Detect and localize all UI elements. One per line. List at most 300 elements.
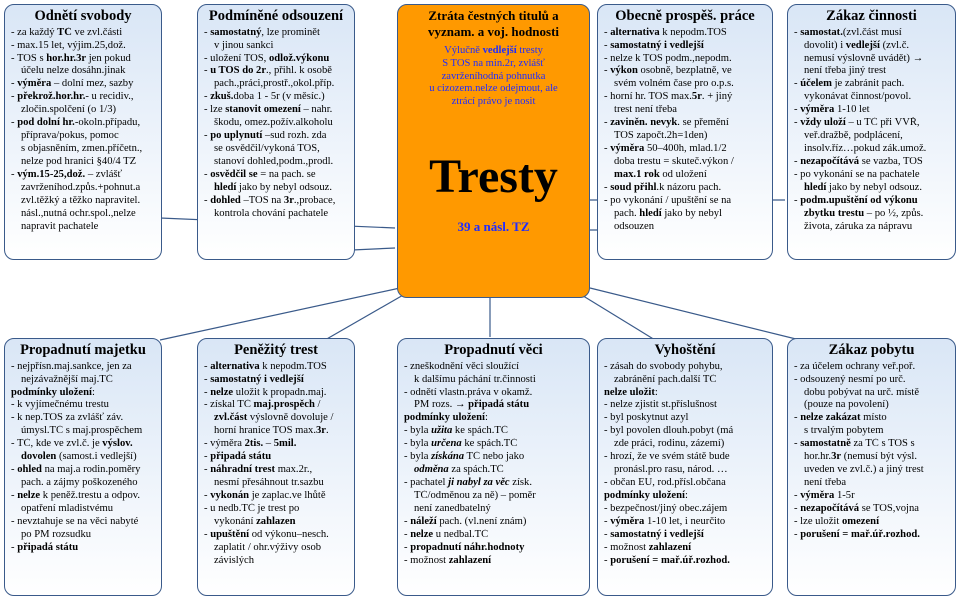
box-line — [404, 361, 583, 374]
text-segment: - bezpečnost/jiný obec.zájem — [604, 502, 728, 514]
text-segment: .,probace, — [293, 194, 336, 206]
text-segment: příprava/pokus, pomoc — [21, 130, 119, 142]
box-line — [794, 195, 949, 208]
text-segment: zavrženíhod.způs.+pohnut.a — [21, 181, 141, 193]
box-line — [204, 490, 348, 503]
box-line — [204, 53, 348, 66]
box-title: Propadnutí majetku — [20, 342, 146, 358]
box-line — [604, 529, 766, 542]
box-line — [11, 78, 155, 91]
text-segment: od uložení — [659, 168, 707, 180]
box-line — [404, 516, 583, 529]
box-line — [604, 195, 766, 208]
box-line — [11, 438, 155, 451]
text-segment: odsouzen — [614, 220, 655, 232]
box-line — [404, 412, 583, 425]
text-segment: nejzávažnější maj.TČ — [21, 373, 113, 385]
text-segment: výměra — [610, 515, 645, 527]
text-segment: - — [604, 117, 611, 129]
box-line — [11, 104, 155, 117]
text-segment: - — [204, 373, 211, 385]
text-segment: kontrola chování pachatele — [214, 207, 329, 219]
box-line — [204, 104, 348, 117]
text-segment: zločin.spolčení (o 1/3) — [21, 104, 117, 116]
text-segment: - — [204, 168, 211, 180]
text-segment: života, záruka za nápravu — [804, 220, 913, 232]
box-line — [794, 438, 949, 451]
box-line — [404, 438, 583, 451]
text-segment: - — [794, 78, 801, 90]
text-segment: - k vyjímečnému trestu — [11, 399, 109, 411]
box-line — [604, 464, 766, 477]
box-title: Zákaz činnosti — [826, 8, 917, 24]
box-line — [204, 195, 348, 208]
box-line — [404, 542, 583, 555]
box-line — [604, 208, 766, 221]
box-line — [404, 464, 583, 477]
text-segment: ., přihl. k osobě — [266, 65, 332, 77]
text-segment: nelze zakázat — [800, 412, 861, 424]
box-line — [11, 387, 155, 400]
text-segment: zde práci, rodinu, zázemí) — [614, 438, 725, 450]
text-segment: - byla — [404, 451, 432, 463]
text-segment: TČ nebo jako — [464, 451, 525, 463]
text-segment: – — [263, 438, 274, 450]
box-line — [11, 412, 155, 425]
box-line — [604, 40, 766, 53]
box-line — [794, 221, 949, 234]
box-line — [11, 361, 155, 374]
box-line — [204, 130, 348, 143]
text-segment: nezapočítává — [800, 502, 860, 514]
text-segment: - výměra — [204, 438, 245, 450]
text-segment: místo — [860, 412, 887, 424]
text-segment: vedlejší — [845, 39, 880, 51]
text-segment: - možnost — [404, 554, 449, 566]
text-segment: - uložení TOS, — [204, 52, 269, 64]
text-segment: : — [684, 489, 688, 501]
box-line — [404, 477, 583, 490]
text-segment: dovolit) i — [804, 39, 846, 51]
text-segment: v jinou sankci — [214, 39, 274, 51]
text-segment: podmínky uložení — [604, 489, 685, 501]
box-line — [604, 91, 766, 104]
box-line — [204, 399, 348, 412]
text-segment: uveden ve zvl.č.) a jiný trest — [804, 464, 924, 476]
box-line — [11, 516, 155, 529]
box-line — [204, 451, 348, 464]
box-title: Obecně prospěš. práce — [615, 8, 755, 24]
text-segment: u nedbal.TČ — [433, 528, 489, 540]
text-segment: .k názoru pach. — [656, 181, 722, 193]
text-segment: tresty — [516, 45, 543, 57]
box-line — [604, 412, 766, 425]
text-segment: připadá státu — [210, 451, 272, 463]
text-segment: není třeba — [804, 476, 847, 488]
text-segment: - — [794, 528, 801, 540]
text-segment: hor.hr.3r — [46, 52, 87, 64]
text-segment: - byla — [404, 425, 432, 437]
text-segment: - byl poskytnut azyl — [604, 412, 689, 424]
text-segment: zahlazení — [448, 554, 492, 566]
box-line — [204, 143, 348, 156]
text-segment: odměna — [414, 464, 449, 476]
text-segment: nelze — [410, 528, 434, 540]
text-segment: 5r — [691, 91, 702, 103]
text-segment: – dolní mez, sazby — [51, 78, 134, 90]
text-segment: ve zvl.části — [71, 26, 123, 38]
text-segment: ke spách.TČ — [461, 438, 518, 450]
text-segment: - — [794, 438, 801, 450]
text-segment: škodu, omez.požív.alkoholu — [214, 117, 333, 129]
text-segment: ohled — [17, 464, 42, 476]
box-line — [604, 477, 766, 490]
box-line — [404, 555, 583, 568]
text-segment: (pouze na povolení) — [804, 399, 889, 411]
text-segment: – zvlášť — [85, 168, 123, 180]
text-segment: výměra — [610, 142, 645, 154]
text-segment: - — [204, 451, 211, 463]
text-segment: - — [404, 515, 411, 527]
box-line — [204, 464, 348, 477]
text-segment: - — [11, 489, 18, 501]
box-line — [404, 425, 583, 438]
text-segment: 3r — [283, 194, 294, 206]
text-segment: násl.,nutná ochr.spol.,nelze — [21, 207, 136, 219]
text-segment: výkon — [610, 65, 638, 77]
text-segment: výměra — [17, 78, 52, 90]
box-line — [11, 477, 155, 490]
text-segment: - — [794, 412, 801, 424]
box-line — [404, 529, 583, 542]
text-segment: pach. (vl.není znám) — [436, 515, 527, 527]
box-line — [604, 27, 766, 40]
text-segment: - — [204, 91, 211, 103]
text-segment: - — [11, 91, 18, 103]
box-line — [604, 182, 766, 195]
text-segment: výslov. — [102, 438, 133, 450]
box-propadnuti-majetku — [4, 338, 162, 596]
box-line — [794, 412, 949, 425]
text-segment: hledí — [214, 181, 237, 193]
text-segment: - občan EU, rod.přísl.občana — [604, 476, 726, 488]
box-line — [794, 503, 949, 516]
text-segment: - TČ, kde ve zvl.č. je — [11, 438, 103, 450]
text-segment: ke spách.TČ — [452, 425, 508, 437]
text-segment: - — [204, 386, 211, 398]
box-line — [11, 451, 155, 464]
box-line — [604, 104, 766, 117]
text-segment: – nahr. — [300, 104, 333, 116]
text-segment: Výlučně — [444, 45, 483, 57]
center-body-line — [404, 96, 583, 109]
text-segment: závislých — [214, 554, 255, 566]
text-segment: s trvalým pobytem — [804, 425, 884, 437]
text-segment: 1-5r — [834, 489, 855, 501]
text-segment: - — [204, 26, 211, 38]
text-segment: - — [11, 464, 18, 476]
text-segment: osvědčil se — [210, 168, 258, 180]
box-line — [604, 399, 766, 412]
text-segment: svém volném čase pro o.p.s. — [614, 78, 734, 90]
text-segment: určena — [431, 438, 462, 450]
text-segment: zaviněn. nevyk — [610, 117, 678, 129]
center-title-line: vyznam. a voj. hodnosti — [427, 23, 560, 39]
box-line — [11, 40, 155, 53]
box-line — [204, 387, 348, 400]
center-body-line — [404, 58, 583, 71]
box-line — [794, 117, 949, 130]
box-title: Odnětí svobody — [34, 8, 132, 24]
box-line — [604, 490, 766, 503]
text-segment: připadá státu — [17, 541, 79, 553]
box-line — [604, 169, 766, 182]
text-segment: nelze pod hranici §40/4 TZ — [21, 155, 137, 167]
text-segment: není třeba jiný trest — [804, 65, 887, 77]
text-segment: doba 1 - 5r (v měsíc.) — [233, 91, 325, 103]
box-line — [794, 53, 949, 66]
box-line — [794, 104, 949, 117]
box-line — [204, 65, 348, 78]
text-segment: výslovně dovoluje / — [247, 412, 334, 424]
text-segment: účelem — [800, 78, 832, 90]
main-title: Tresty — [429, 149, 558, 203]
text-segment: nelze uložit — [604, 386, 655, 398]
text-segment: náhradní trest — [210, 464, 276, 476]
text-segment: náleží — [410, 515, 437, 527]
text-segment: samostat. — [800, 26, 843, 38]
text-segment: - — [604, 26, 611, 38]
box-line — [11, 169, 155, 182]
text-segment: / — [314, 399, 321, 411]
text-segment: jako by nebyl odsouz. — [826, 181, 922, 193]
text-segment: - nelze k TOS podm.,nepodm. — [604, 52, 732, 64]
box-line — [794, 516, 949, 529]
text-segment: za TČ s TOS s — [850, 438, 915, 450]
text-segment: vým.15-25,dož. — [17, 168, 86, 180]
text-segment: - za účelem ochrany veř.poř. — [794, 360, 916, 372]
box-line — [604, 130, 766, 143]
text-segment: vedlejší — [482, 45, 517, 57]
text-segment: uložit k propadn.maj. — [233, 386, 327, 398]
box-line — [11, 529, 155, 542]
text-segment: S TOS na min.2r, zvlášť — [442, 57, 545, 69]
text-segment: vykonán — [210, 489, 250, 501]
box-line — [204, 208, 348, 221]
box-line — [404, 387, 583, 400]
text-segment: překrož.hor.hr. — [17, 91, 86, 103]
text-segment: zavrženíhodná pohnutka — [441, 70, 546, 82]
text-segment: (samost.i vedlejší) — [56, 451, 137, 463]
text-segment: - TOS s — [11, 52, 47, 64]
box-line — [794, 169, 949, 182]
box-line — [204, 425, 348, 438]
text-segment: - — [204, 489, 211, 501]
box-line — [794, 156, 949, 169]
box-line — [204, 477, 348, 490]
box-line — [604, 451, 766, 464]
text-segment: - max.15 let, výjim.25,dož. — [11, 39, 126, 51]
text-segment: alternativa — [610, 26, 660, 38]
text-segment: - u recidiv., — [85, 91, 134, 103]
text-segment: užita — [431, 425, 453, 437]
text-segment: ji nabyl za věc — [448, 476, 510, 488]
text-segment: - — [604, 515, 611, 527]
box-line — [11, 221, 155, 234]
text-segment: - nevztahuje se na věci nabyté — [11, 515, 139, 527]
text-segment: - k nep.TOS za zvlášť záv. — [11, 412, 124, 424]
text-segment: vždy uloží — [800, 117, 846, 129]
text-segment: - — [11, 541, 18, 553]
text-segment: porušení = mař.úř.rozhod. — [610, 554, 730, 566]
box-line — [204, 361, 348, 374]
connector-line — [352, 248, 395, 250]
box-line — [204, 438, 348, 451]
text-segment: samostatný i vedlejší — [610, 528, 704, 540]
text-segment: úmysl.TČ s maj.prospěchem — [21, 425, 143, 437]
text-segment: 5mil. — [273, 438, 297, 450]
text-segment: trest není třeba — [614, 104, 677, 116]
box-line — [794, 490, 949, 503]
text-segment: pach. — [614, 207, 640, 219]
box-line — [794, 130, 949, 143]
text-segment: maj.prospěch — [253, 399, 315, 411]
text-segment: samostatný — [210, 26, 262, 38]
box-line — [604, 117, 766, 130]
text-segment: pod dolní hr. — [17, 117, 75, 129]
box-line — [604, 65, 766, 78]
text-segment: - — [604, 554, 611, 566]
box-line — [604, 78, 766, 91]
text-segment: porušení = mař.úř.rozhod. — [800, 528, 920, 540]
box-line — [11, 208, 155, 221]
text-segment: zaplatit / ohr.výživy osob — [214, 541, 322, 553]
text-segment: – u TČ při VVŘ, — [845, 117, 920, 129]
text-segment: - — [404, 541, 411, 553]
box-line — [204, 412, 348, 425]
box-line — [204, 516, 348, 529]
box-line — [604, 221, 766, 234]
text-segment: podmínky uložení — [11, 386, 92, 398]
text-segment: (nemusí být výsl. — [841, 451, 917, 463]
text-segment: - — [604, 39, 611, 51]
text-segment: ztrácí právo je nosit — [451, 96, 536, 107]
text-segment: . — [326, 425, 329, 437]
text-segment: nelze — [210, 386, 234, 398]
text-segment: - nejpřísn.maj.sankce, jen za — [11, 360, 132, 372]
text-segment: - — [11, 168, 18, 180]
text-segment: zahlazen — [256, 515, 296, 527]
text-segment: - — [204, 464, 211, 476]
box-line — [794, 182, 949, 195]
box-zakaz-pobytu — [787, 338, 956, 596]
text-segment: po uplynutí — [210, 130, 263, 142]
text-segment: k peněž.trestu a odpov. — [40, 489, 141, 501]
text-segment: pach. a zájmy poškozeného — [21, 476, 138, 488]
box-line — [404, 490, 583, 503]
text-segment: podm.upuštění od výkonu — [800, 194, 918, 206]
text-segment: . se přemění — [677, 117, 729, 129]
box-line — [794, 208, 949, 221]
text-segment: nelze — [17, 489, 41, 501]
text-segment: hor.hr. — [804, 451, 832, 463]
text-segment: - možnost — [604, 541, 649, 553]
text-segment: insolv.říz…pokud zák.umož. — [804, 142, 927, 154]
box-line — [204, 117, 348, 130]
text-segment: 3r — [316, 425, 326, 437]
text-segment: u TOS do 2r — [210, 65, 267, 77]
text-segment: : — [91, 386, 95, 398]
box-line — [204, 27, 348, 40]
text-segment: k nepodm.TOS — [659, 26, 727, 38]
text-segment: hledí — [804, 181, 827, 193]
box-line — [794, 65, 949, 78]
box-line — [604, 156, 766, 169]
text-segment: - po vykonání / upuštění se na — [604, 194, 732, 206]
text-segment: - — [11, 78, 18, 90]
text-segment: - — [794, 194, 801, 206]
text-segment: jen pokud — [86, 52, 131, 64]
center-body-line — [404, 83, 583, 96]
box-line — [11, 117, 155, 130]
text-segment: , lze prominět — [261, 26, 320, 38]
text-segment: 2tis. — [244, 438, 264, 450]
text-segment: vykonávat činnost/povol. — [804, 91, 912, 103]
text-segment: hledí — [639, 207, 662, 219]
text-segment: horní hranice TOS max. — [214, 425, 316, 437]
box-line — [604, 555, 766, 568]
text-segment: - — [404, 528, 411, 540]
text-segment: výměra — [800, 104, 835, 116]
box-line — [11, 195, 155, 208]
text-segment: zvl.těžký a těžko napravitel. — [21, 194, 141, 206]
text-segment: - — [794, 502, 801, 514]
box-title: Podmíněné odsouzení — [208, 8, 344, 24]
text-segment: - lze — [204, 104, 226, 116]
text-segment: - — [604, 142, 611, 154]
text-segment: - — [794, 489, 801, 501]
text-segment: s objasněním, zmen.příčetn., — [21, 142, 143, 154]
text-segment: účelu nelze dosáhn.jinak — [21, 65, 126, 77]
text-segment: –TOS na — [240, 194, 284, 206]
text-segment: nemusí výslovně uvádět) → — [804, 52, 924, 64]
text-segment: se TOS,vojna — [859, 502, 919, 514]
text-segment: - pachatel — [404, 476, 449, 488]
box-line — [11, 490, 155, 503]
box-propadnuti-veci — [397, 338, 590, 596]
text-segment: - — [204, 130, 211, 142]
box-line — [404, 451, 583, 464]
text-segment: dovolen — [21, 451, 57, 463]
text-segment: - hrozí, že ve svém státě bude — [604, 451, 730, 463]
text-segment: - po vykonání se na pachatele — [794, 168, 920, 180]
text-segment: - zneškodnění věci sloužící — [404, 360, 520, 372]
text-segment: - — [794, 155, 801, 167]
box-line — [794, 143, 949, 156]
text-segment: - — [11, 117, 18, 129]
box-line — [604, 516, 766, 529]
text-segment: opatření mladistvému — [21, 502, 114, 514]
text-segment: je zaplac.ve lhůtě — [249, 489, 326, 501]
text-segment: pronásl.pro rasu, národ. … — [614, 464, 728, 476]
text-segment: připadá státu — [468, 399, 530, 411]
connector-line — [160, 288, 400, 340]
box-line — [604, 542, 766, 555]
text-segment: 1-10 let, i neurčito — [644, 515, 726, 527]
box-obecne-prospes-prace — [597, 4, 773, 260]
box-line — [11, 130, 155, 143]
box-line — [11, 27, 155, 40]
